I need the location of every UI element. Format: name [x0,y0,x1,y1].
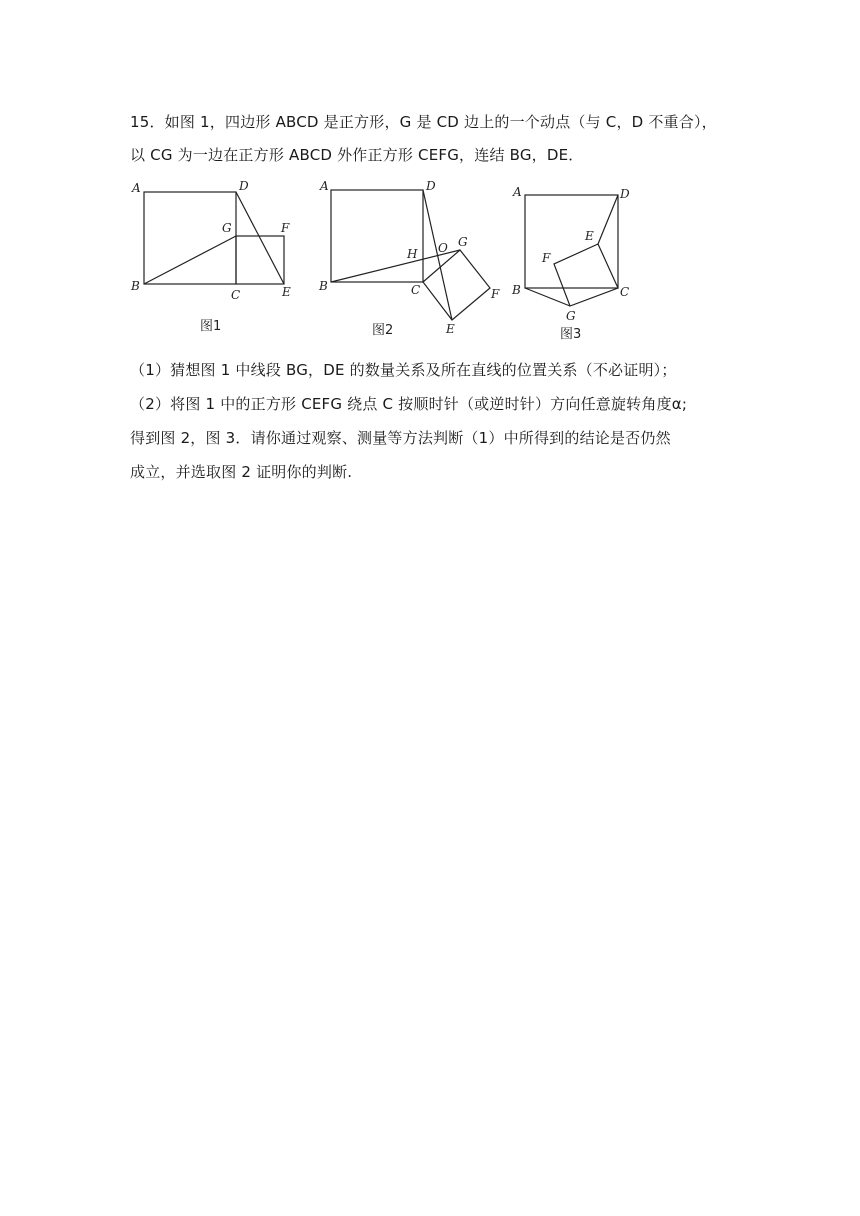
fig2-label-f: F [491,287,500,301]
fig1-label-c: C [231,288,241,302]
fig2-caption: 图2 [372,323,394,338]
fig3-label-e: E [585,229,594,243]
question-2-line-1: （2）将图 1 中的正方形 CEFG 绕点 C 按顺时针（或逆时针）方向任意旋转角度α; [130,395,688,413]
problem-statement-line-2: 以 CG 为一边在正方形 ABCD 外作正方形 CEFG，连结 BG，DE． [130,146,584,164]
fig3-label-f: F [542,251,551,265]
question-1: （1）猜想图 1 中线段 BG，DE 的数量关系及所在直线的位置关系（不必证明）； [130,361,677,379]
fig1-segment-de [236,192,284,284]
fig3-label-g: G [566,309,576,323]
fig1-label-d: D [239,179,249,193]
fig3-segment-de [598,195,618,244]
fig3-segment-bg [525,288,570,306]
fig3-square-abcd [525,195,618,288]
fig1-label-e: E [282,285,291,299]
fig2-label-g: G [458,235,468,249]
fig3-caption: 图3 [560,327,582,342]
fig1-square-abcd [144,192,236,284]
fig1-label-b: B [131,279,140,293]
fig3-label-a: A [513,185,522,199]
fig2-label-a: A [320,179,329,193]
question-2-line-3: 成立，并选取图 2 证明你的判断. [130,463,353,481]
fig1-segment-bg [144,236,236,284]
fig2-label-b: B [319,279,328,293]
fig2-label-d: D [426,179,436,193]
fig3-label-b: B [512,283,521,297]
fig2-label-o: O [438,241,448,255]
problem-statement-line-1: 15．如图 1，四边形 ABCD 是正方形，G 是 CD 边上的一个动点（与 C，D 不重合）， [130,113,717,131]
figure-2 [318,179,500,338]
fig1-label-f: F [281,221,290,235]
question-2-line-2: 得到图 2，图 3．请你通过观察、测量等方法判断（1）中所得到的结论是否仍然 [130,429,671,447]
figures-svg [130,178,630,344]
fig2-square-abcd [331,190,423,282]
fig3-label-c: C [620,285,630,299]
fig2-label-c: C [411,283,421,297]
fig3-square-cefg [554,244,618,306]
fig1-caption: 图1 [200,319,222,334]
fig1-square-cefg [236,236,284,284]
figure-3 [511,185,630,342]
fig1-label-a: A [132,181,141,195]
figure-1 [130,179,291,334]
fig2-square-cefg [423,250,490,320]
geometry-figures [130,178,630,344]
fig3-label-d: D [620,187,630,201]
fig1-label-g: G [222,221,232,235]
fig2-label-h: H [407,247,418,261]
fig2-label-e: E [446,322,455,336]
